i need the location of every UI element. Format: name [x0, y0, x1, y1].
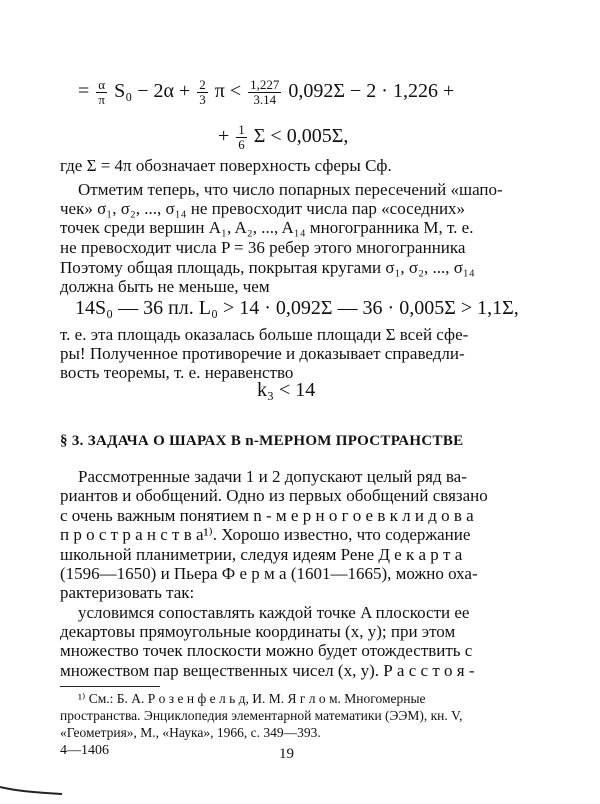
footnote-line: «Геометрия», М., «Наука», 1966, с. 349—393. — [60, 725, 321, 740]
section-line: рактеризовать так: — [60, 583, 195, 602]
fraction-alpha-over-pi: $\frac{\alpha}{\pi}$ — [98, 77, 106, 107]
body-line: чек» σ₁, σ₂, ..., σ₁₄ не превосходит числа пар «соседних» — [60, 199, 466, 218]
section-line: множество точек плоскости можно будет отождествить с — [60, 641, 473, 660]
equation-1-part-b: π < — [214, 80, 242, 103]
section-line: множеством пар вещественных чисел (x, y). Р а с с т о я - — [60, 661, 475, 680]
equation-2 — [218, 123, 348, 152]
body-line: вость теоремы, т. е. неравенство — [60, 363, 294, 382]
equation-1-equals: = — [78, 80, 90, 103]
section-line: п р о с т р а н с т в а¹⁾. Хорошо известно, что содержание — [60, 525, 471, 544]
equation-2-tail: Σ < 0,005Σ, — [253, 125, 349, 148]
footnote-line: ¹⁾ См.: Б. А. Р о з е н ф е л ь д, И. М. Я г л о м. Многомерные — [78, 691, 426, 706]
section-line: декартовы прямоугольные координаты (x, y); при этом — [60, 622, 456, 641]
body-line: не превосходит числа P = 36 ребер этого многогранника — [60, 238, 466, 257]
equation-1 — [78, 78, 454, 107]
body-line: ры! Полученное противоречие и доказывает справедли- — [60, 344, 465, 363]
fraction-one-sixth: $\frac{1}{6}$ — [238, 122, 245, 152]
printer-signature: 4—1406 — [60, 743, 109, 758]
footnote-line: пространства. Энциклопедия элементарной математики (ЭЭМ), кн. V, — [60, 708, 463, 723]
section-line: условимся сопоставлять каждой точке A плоскости ее — [78, 603, 470, 622]
section-line: риантов и обобщений. Одно из первых обобщений связано — [60, 486, 488, 505]
section-line: (1596—1650) и Пьера Ф е р м а (1601—1665), можно оха- — [60, 564, 478, 583]
section-line: Рассмотренные задачи 1 и 2 допускают целый ряд ва- — [78, 467, 467, 486]
section-line: с очень важным понятием n - м е р н о г о е в к л и д о в а — [60, 506, 474, 525]
equation-2-plus: + — [218, 125, 230, 148]
fraction-1227-over-314: $\frac{1,227}{3.14}$ — [250, 77, 280, 107]
body-line: должна быть не меньше, чем — [60, 277, 270, 296]
section-heading: § 3. ЗАДАЧА О ШАРАХ В n-МЕРНОМ ПРОСТРАНСТВЕ — [60, 433, 464, 449]
body-line: где Σ = 4π обозначает поверхность сферы Сф. — [60, 156, 392, 175]
body-line: т. е. эта площадь оказалась больше площади Σ всей сфе- — [60, 325, 469, 344]
section-line: школьной планиметрии, следуя идеям Рене Д е к а р т а — [60, 545, 463, 564]
page-number: 19 — [279, 746, 294, 762]
footnote-rule — [60, 686, 160, 687]
equation-3: 14S₀ — 36 пл. L₀ > 14 · 0,092Σ — 36 · 0,005Σ > 1,1Σ, — [75, 297, 519, 319]
body-line: Отметим теперь, что число попарных пересечений «шапо- — [78, 180, 503, 199]
equation-1-part-a: S₀ − 2α + — [114, 80, 191, 103]
fraction-two-thirds: $\frac{2}{3}$ — [199, 77, 206, 107]
body-line: точек среди вершин A₁, A₂, ..., A₁₄ многогранника M, т. е. — [60, 218, 474, 237]
equation-4: k₃ < 14 — [257, 379, 316, 401]
page-corner-mark — [0, 786, 62, 796]
equation-1-tail: 0,092Σ − 2 · 1,226 + — [288, 80, 455, 103]
body-line: Поэтому общая площадь, покрытая кругами σ₁, σ₂, ..., σ₁₄ — [60, 258, 475, 277]
